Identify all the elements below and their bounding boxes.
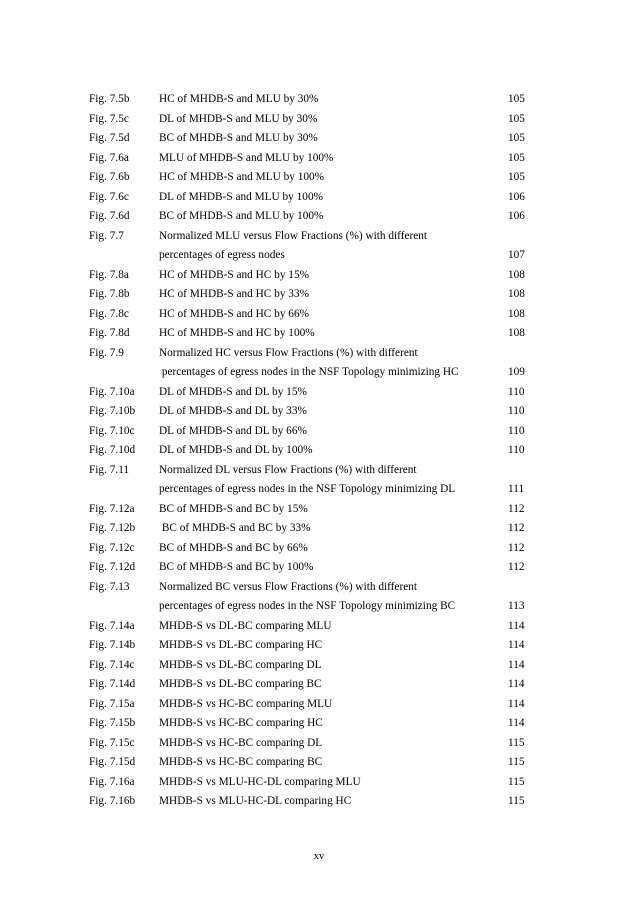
figure-number: Fig. 7.8a [89,268,129,281]
figure-caption: MHDB-S vs DL-BC comparing MLU [159,619,332,632]
figure-page-number: 112 [508,541,525,554]
figure-page-number: 115 [508,775,525,788]
figure-number: Fig. 7.10c [89,424,135,437]
figure-entry-row [89,617,529,637]
figure-entry-row [89,246,529,266]
figure-caption: HC of MHDB-S and HC by 66% [159,307,309,320]
figure-entry-row [89,129,529,149]
figure-entry-row [89,539,529,559]
figure-entry-row [89,500,529,520]
figure-number: Fig. 7.6d [89,210,130,222]
figure-entry-row [89,110,529,130]
list-of-figures [89,90,529,812]
figure-number: Fig. 7.11 [89,463,130,476]
figure-page-number: 111 [508,483,525,495]
figure-caption: DL of MHDB-S and MLU by 30% [159,112,318,125]
figure-page-number: 105 [508,132,525,144]
figure-number: Fig. 7.12a [89,502,135,515]
figure-number: Fig. 7.14a [89,619,135,632]
figure-number: Fig. 7.6b [89,171,130,183]
figure-page-number: 114 [508,619,525,632]
figure-caption: HC of MHDB-S and MLU by 100% [159,171,325,183]
figure-page-number: 109 [508,366,525,378]
figure-page-number: 112 [508,502,525,515]
figure-entry-row [89,90,529,110]
figure-page-number: 113 [508,600,525,612]
figure-entry-row [89,168,529,188]
figure-page-number: 115 [508,736,525,749]
figure-caption: BC of MHDB-S and MLU by 30% [159,132,318,144]
figure-number: Fig. 7.7 [89,229,124,242]
figure-page-number: 110 [508,444,525,456]
figure-page-number: 106 [508,190,525,203]
figure-page-number: 110 [508,424,525,437]
figure-page-number: 107 [508,249,525,261]
figure-entry-row [89,461,529,481]
figure-entry-row [89,227,529,247]
figure-caption: MHDB-S vs DL-BC comparing DL [159,658,322,671]
figure-page-number: 114 [508,717,525,729]
figure-caption: BC of MHDB-S and BC by 66% [159,541,308,554]
figure-entry-row [89,675,529,695]
figure-entry-row [89,558,529,578]
figure-page-number: 110 [508,385,525,398]
figure-page-number: 114 [508,697,525,710]
figure-entry-row [89,266,529,286]
figure-entry-row [89,207,529,227]
figure-number: Fig. 7.16b [89,795,136,807]
figure-number: Fig. 7.10d [89,444,136,456]
figure-number: Fig. 7.5c [89,112,129,125]
figure-number: Fig. 7.13 [89,580,130,593]
figure-caption: BC of MHDB-S and MLU by 100% [159,210,324,222]
figure-number: Fig. 7.8c [89,307,129,320]
figure-caption: Normalized BC versus Flow Fractions (%) with different [159,580,418,593]
figure-page-number: 105 [508,112,525,125]
figure-number: Fig. 7.14b [89,639,136,651]
figure-caption: MLU of MHDB-S and MLU by 100% [159,151,334,164]
figure-entry-row [89,188,529,208]
figure-caption: percentages of egress nodes in the NSF Topology minimizing HC [159,366,459,378]
figure-caption: MHDB-S vs MLU-HC-DL comparing HC [159,795,352,807]
figure-number: Fig. 7.15c [89,736,135,749]
figure-entry-row [89,363,529,383]
figure-caption: MHDB-S vs HC-BC comparing BC [159,756,323,768]
figure-caption: Normalized HC versus Flow Fractions (%) with different [159,346,418,359]
figure-page-number: 108 [508,307,525,320]
figure-page-number: 112 [508,522,525,534]
figure-page-number: 105 [508,93,525,105]
figure-caption: MHDB-S vs HC-BC comparing MLU [159,697,333,710]
figure-page-number: 112 [508,561,525,573]
figure-caption: HC of MHDB-S and HC by 33% [159,288,309,300]
figure-caption: DL of MHDB-S and DL by 15% [159,385,307,398]
figure-caption: DL of MHDB-S and DL by 100% [159,444,313,456]
figure-entry-row [89,383,529,403]
figure-number: Fig. 7.15b [89,717,136,729]
figure-caption: HC of MHDB-S and HC by 100% [159,327,315,339]
figure-page-number: 114 [508,639,525,651]
figure-caption: Normalized MLU versus Flow Fractions (%) with different [159,229,428,242]
figure-number: Fig. 7.8b [89,288,130,300]
figure-number: Fig. 7.8d [89,327,130,339]
figure-entry-row [89,695,529,715]
figure-entry-row [89,656,529,676]
figure-entry-row [89,597,529,617]
figure-number: Fig. 7.14d [89,678,136,690]
figure-page-number: 108 [508,288,525,300]
figure-entry-row [89,753,529,773]
figure-number: Fig. 7.12c [89,541,135,554]
figure-page-number: 114 [508,658,525,671]
figure-caption: BC of MHDB-S and BC by 33% [159,522,311,534]
figure-page-number: 114 [508,678,525,690]
figure-caption: HC of MHDB-S and MLU by 30% [159,93,319,105]
figure-number: Fig. 7.16a [89,775,135,788]
figure-caption: percentages of egress nodes in the NSF Topology minimizing DL [159,483,456,495]
figure-number: Fig. 7.6a [89,151,129,164]
figure-caption: Normalized DL versus Flow Fractions (%) with different [159,463,417,476]
figure-entry-row [89,305,529,325]
figure-entry-row [89,441,529,461]
figure-number: Fig. 7.14c [89,658,135,671]
figure-number: Fig. 7.10b [89,405,136,417]
figure-caption: MHDB-S vs MLU-HC-DL comparing MLU [159,775,361,788]
page-number-footer: xv [313,851,325,862]
figure-entry-row [89,344,529,364]
figure-caption: DL of MHDB-S and MLU by 100% [159,190,324,203]
figure-entry-row [89,636,529,656]
figure-caption: MHDB-S vs DL-BC comparing BC [159,678,322,690]
figure-number: Fig. 7.15a [89,697,135,710]
figure-number: Fig. 7.15d [89,756,136,768]
figure-page-number: 115 [508,756,525,768]
figure-caption: HC of MHDB-S and HC by 15% [159,268,309,281]
figure-entry-row [89,149,529,169]
figure-caption: MHDB-S vs HC-BC comparing DL [159,736,323,749]
figure-entry-row [89,480,529,500]
figure-page-number: 108 [508,327,525,339]
figure-entry-row [89,422,529,442]
figure-number: Fig. 7.12d [89,561,136,573]
figure-entry-row [89,792,529,812]
figure-entry-row [89,773,529,793]
figure-page-number: 105 [508,151,525,164]
figure-caption: MHDB-S vs HC-BC comparing HC [159,717,323,729]
figure-number: Fig. 7.5d [89,132,130,144]
figure-entry-row [89,519,529,539]
figure-page-number: 105 [508,171,525,183]
figure-entry-row [89,714,529,734]
figure-page-number: 115 [508,795,525,807]
figure-caption: DL of MHDB-S and DL by 66% [159,424,307,437]
figure-number: Fig. 7.5b [89,93,130,105]
figure-number: Fig. 7.12b [89,522,136,534]
figure-page-number: 108 [508,268,525,281]
figure-caption: BC of MHDB-S and BC by 100% [159,561,314,573]
figure-caption: percentages of egress nodes [159,249,285,261]
figure-caption: DL of MHDB-S and DL by 33% [159,405,307,417]
figure-entry-row [89,734,529,754]
figure-number: Fig. 7.6c [89,190,129,203]
figure-page-number: 110 [508,405,525,417]
figure-entry-row [89,402,529,422]
figure-entry-row [89,285,529,305]
figure-number: Fig. 7.10a [89,385,135,398]
figure-entry-row [89,324,529,344]
figure-caption: MHDB-S vs DL-BC comparing HC [159,639,323,651]
figure-number: Fig. 7.9 [89,346,124,359]
figure-caption: percentages of egress nodes in the NSF Topology minimizing BC [159,600,456,612]
figure-page-number: 106 [508,210,525,222]
figure-entry-row [89,578,529,598]
figure-caption: BC of MHDB-S and BC by 15% [159,502,308,515]
